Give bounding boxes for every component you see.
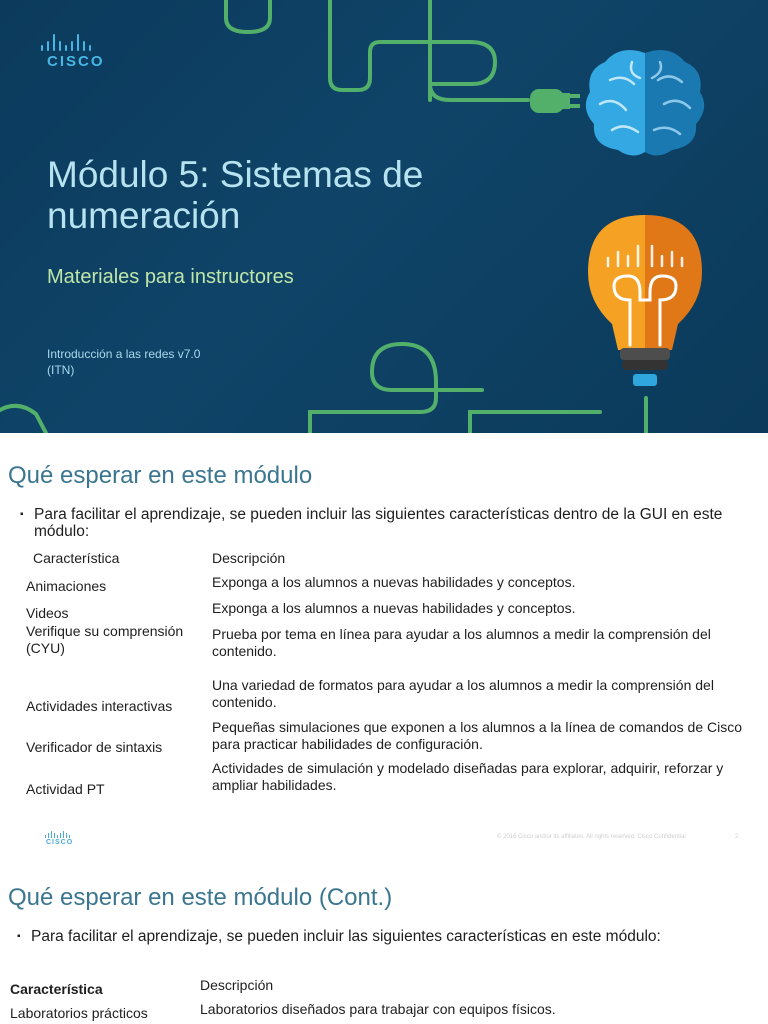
lightbulb-icon xyxy=(588,215,702,386)
brain-icon xyxy=(586,50,704,156)
footer-cisco-logo xyxy=(44,831,73,846)
table-feature-cell: Actividades interactivas xyxy=(26,698,173,714)
table-description-cell: Exponga a los alumnos a nuevas habilidades y conceptos. xyxy=(212,600,576,616)
table-description-cell: Exponga a los alumnos a nuevas habilidades y conceptos. xyxy=(212,574,576,590)
table-feature-cell: Laboratorios prácticos xyxy=(10,1005,148,1021)
content-slide-2 xyxy=(0,853,768,1024)
cisco-bars-icon xyxy=(41,34,105,51)
table-feature-cell: Verifique su comprensión (CYU) xyxy=(26,623,184,656)
table-feature-cell: Verificador de sintaxis xyxy=(26,739,163,755)
bullet-label: Para facilitar el aprendizaje, se pueden incluir las siguientes características dentro de la GUI en este módulo: xyxy=(34,506,723,540)
table-description-cell: Una variedad de formatos para ayudar a los alumnos a medir la comprensión del contenido. xyxy=(212,677,714,710)
table-feature-cell: Actividad PT xyxy=(26,781,105,797)
plug-icon xyxy=(530,89,580,113)
table-description-cell: Laboratorios diseñados para trabajar con equipos físicos. xyxy=(200,1001,556,1017)
cisco-wordmark: CISCO xyxy=(47,53,105,70)
table-header-feature: Característica xyxy=(33,550,120,566)
title-slide xyxy=(0,0,768,433)
content-slide-1 xyxy=(0,433,768,853)
slide-subtitle: Materiales para instructores xyxy=(47,266,294,288)
course-name xyxy=(47,346,307,378)
table-header-description: Descripción xyxy=(200,977,274,993)
course-line-2: (ITN) xyxy=(47,363,75,377)
cisco-logo xyxy=(40,34,105,70)
table-feature-cell: Videos xyxy=(26,605,69,621)
table-description-cell: Prueba por tema en línea para ayudar a los alumnos a medir la comprensión del contenido. xyxy=(212,626,711,659)
bullet-label: Para facilitar el aprendizaje, se pueden incluir las siguientes características en este módulo: xyxy=(31,928,661,945)
table-description-cell: Pequeñas simulaciones que exponen a los alumnos a la línea de comandos de Cisco para practicar habilidades de configuración. xyxy=(212,719,743,752)
course-line-1: Introducción a las redes v7.0 xyxy=(47,347,201,361)
bullet-square-icon: ▪ xyxy=(17,931,21,942)
bullet-text xyxy=(20,506,734,540)
bullet-text xyxy=(17,928,751,945)
table-header-feature: Característica xyxy=(10,981,103,997)
table-header-description: Descripción xyxy=(212,550,286,566)
table-feature-cell: Animaciones xyxy=(26,578,107,594)
bullet-square-icon: ▪ xyxy=(20,509,24,520)
page-number: 2 xyxy=(735,834,739,840)
cisco-bars-icon xyxy=(45,831,73,838)
slide-title: Módulo 5: Sistemas de numeración xyxy=(47,154,424,236)
cisco-wordmark: CISCO xyxy=(46,839,74,846)
copyright-text: © 2016 Cisco and/or its affiliates. All rights reserved. Cisco Confidential xyxy=(497,834,686,840)
table-description-cell: Actividades de simulación y modelado diseñadas para explorar, adquirir, reforzar y ampliar habilidades. xyxy=(212,760,724,793)
slide-heading: Qué esperar en este módulo xyxy=(8,462,313,489)
slide-heading: Qué esperar en este módulo (Cont.) xyxy=(8,884,393,911)
